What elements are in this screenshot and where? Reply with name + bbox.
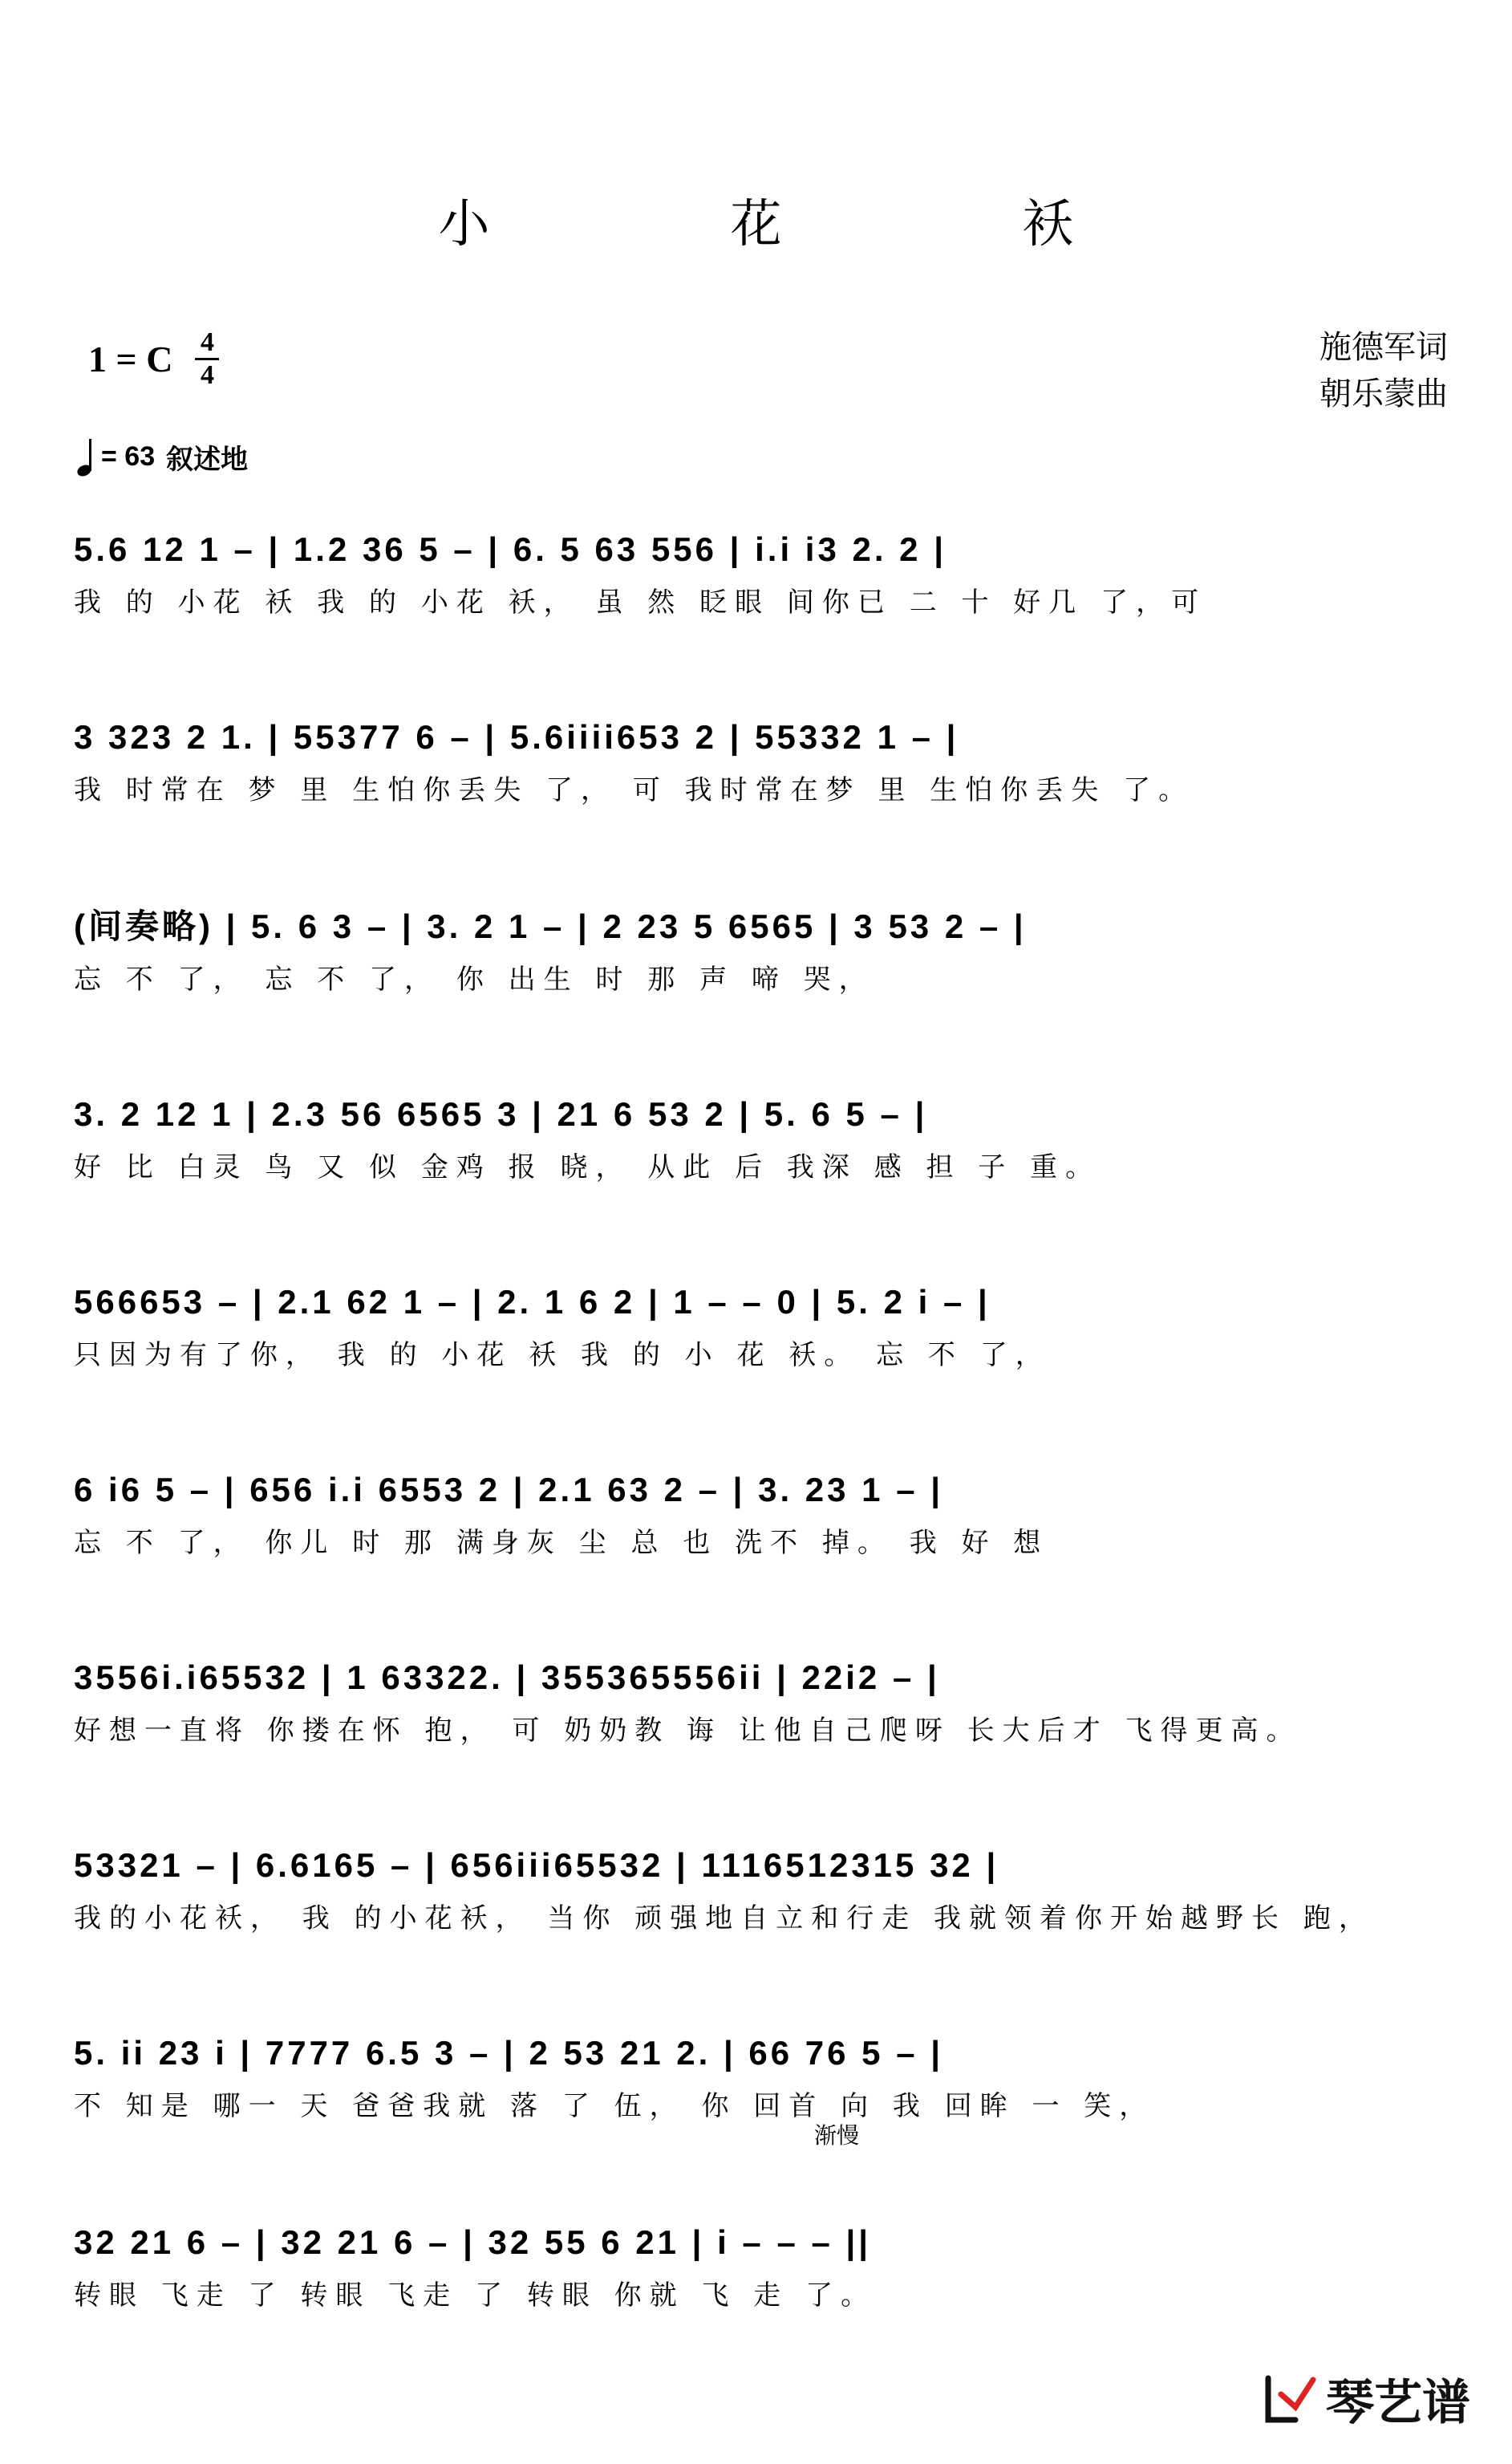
system-3 xyxy=(74,899,1469,1043)
lyrics-line: 我 时常在 梦 里 生怕你丢失 了， 可 我时常在梦 里 生怕你丢失 了。 xyxy=(74,774,1194,806)
lyrics-line: 忘 不 了， 忘 不 了， 你 出生 时 那 声 啼 哭， xyxy=(74,964,874,996)
tempo-expression: 叙述地 xyxy=(166,444,249,475)
notation-line: (间奏略) | 5. 6 3 – | 3. 2 1 – | 2 23 5 6565 | 3 53 2 – | xyxy=(74,907,1027,945)
credits xyxy=(1319,324,1448,417)
brand-mark-icon xyxy=(1263,2372,1318,2426)
system-9 xyxy=(74,2025,1469,2170)
lyrics-line: 不 知是 哪一 天 爸爸我就 落 了 伍， 你 回首 向 我 回眸 一 笑， xyxy=(74,2090,1155,2122)
key-label: 1 = C xyxy=(88,339,173,380)
notation-line: 6 i6 5 – | 656 i.i 6553 2 | 2.1 63 2 – | 3. 23 1 – | xyxy=(74,1471,943,1508)
notation-line: 32 21 6 – | 32 21 6 – | 32 55 6 21 | i – – – || xyxy=(74,2223,872,2261)
notation-line: 53321 – | 6.6165 – | 656iii65532 | 1116512315 32 | xyxy=(74,1846,999,1884)
notation-line: 3556i.i65532 | 1 63322. | 355365556ii | 22i2 – | xyxy=(74,1658,940,1696)
system-4 xyxy=(74,1086,1469,1231)
system-2 xyxy=(74,709,1469,854)
time-signature xyxy=(195,329,219,389)
notation-line: 3 323 2 1. | 55377 6 – | 5.6iiii653 2 | 55332 1 – | xyxy=(74,718,959,756)
notation-line: 3. 2 12 1 | 2.3 56 6565 3 | 21 6 53 2 | 5. 6 5 – | xyxy=(74,1095,928,1133)
lyricist: 施德军词 xyxy=(1319,329,1448,366)
notation-line: 5.6 12 1 – | 1.2 36 5 – | 6. 5 63 556 | i.i i3 2. 2 | xyxy=(74,530,947,568)
tempo-marking xyxy=(77,437,248,477)
lyrics-line: 只因为有了你， 我 的 小花 袄 我 的 小 花 袄。 忘 不 了， xyxy=(74,1339,1051,1371)
lyrics-line: 转眼 飞走 了 转眼 飞走 了 转眼 你就 飞 走 了。 xyxy=(74,2279,877,2312)
system-8 xyxy=(74,1837,1469,1982)
time-signature-bottom: 4 xyxy=(200,360,214,390)
composer: 朝乐蒙曲 xyxy=(1319,375,1448,412)
system-10 xyxy=(74,2214,1469,2359)
key-signature xyxy=(88,329,219,389)
time-signature-top: 4 xyxy=(200,327,214,357)
tempo-bpm: = 63 xyxy=(101,441,156,472)
song-title: 小 花 袄 xyxy=(438,195,1169,254)
system-7 xyxy=(74,1650,1469,1794)
lyrics-line: 好想一直将 你搂在怀 抱， 可 奶奶教 诲 让他自己爬呀 长大后才 飞得更高。 xyxy=(74,1715,1302,1747)
system-1 xyxy=(74,522,1469,666)
lyrics-line: 我的小花袄， 我 的小花袄， 当你 顽强地自立和行走 我就领着你开始越野长 跑， xyxy=(74,1902,1374,1934)
notation-line: 5. ii 23 i | 7777 6.5 3 – | 2 53 21 2. | 66 76 5 – | xyxy=(74,2034,943,2072)
lyrics-line: 忘 不 了， 你儿 时 那 满身灰 尘 总 也 洗不 掉。 我 好 想 xyxy=(74,1527,1049,1559)
system-6 xyxy=(74,1462,1469,1606)
lyrics-line: 好 比 白灵 鸟 又 似 金鸡 报 晓， 从此 后 我深 感 担 子 重。 xyxy=(74,1151,1101,1183)
system-5 xyxy=(74,1274,1469,1419)
brand-name: 琴艺谱 xyxy=(1326,2376,1470,2429)
lyrics-line: 我 的 小花 袄 我 的 小花 袄， 虽 然 眨眼 间你已 二 十 好几 了，可 xyxy=(74,587,1207,619)
brand-logo xyxy=(1263,2365,1470,2434)
quarter-note-icon xyxy=(77,439,95,476)
ritardando-marking: 渐慢 xyxy=(814,2123,860,2148)
notation-line: 566653 – | 2.1 62 1 – | 2. 1 6 2 | 1 – – 0 | 5. 2 i – | xyxy=(74,1283,991,1321)
